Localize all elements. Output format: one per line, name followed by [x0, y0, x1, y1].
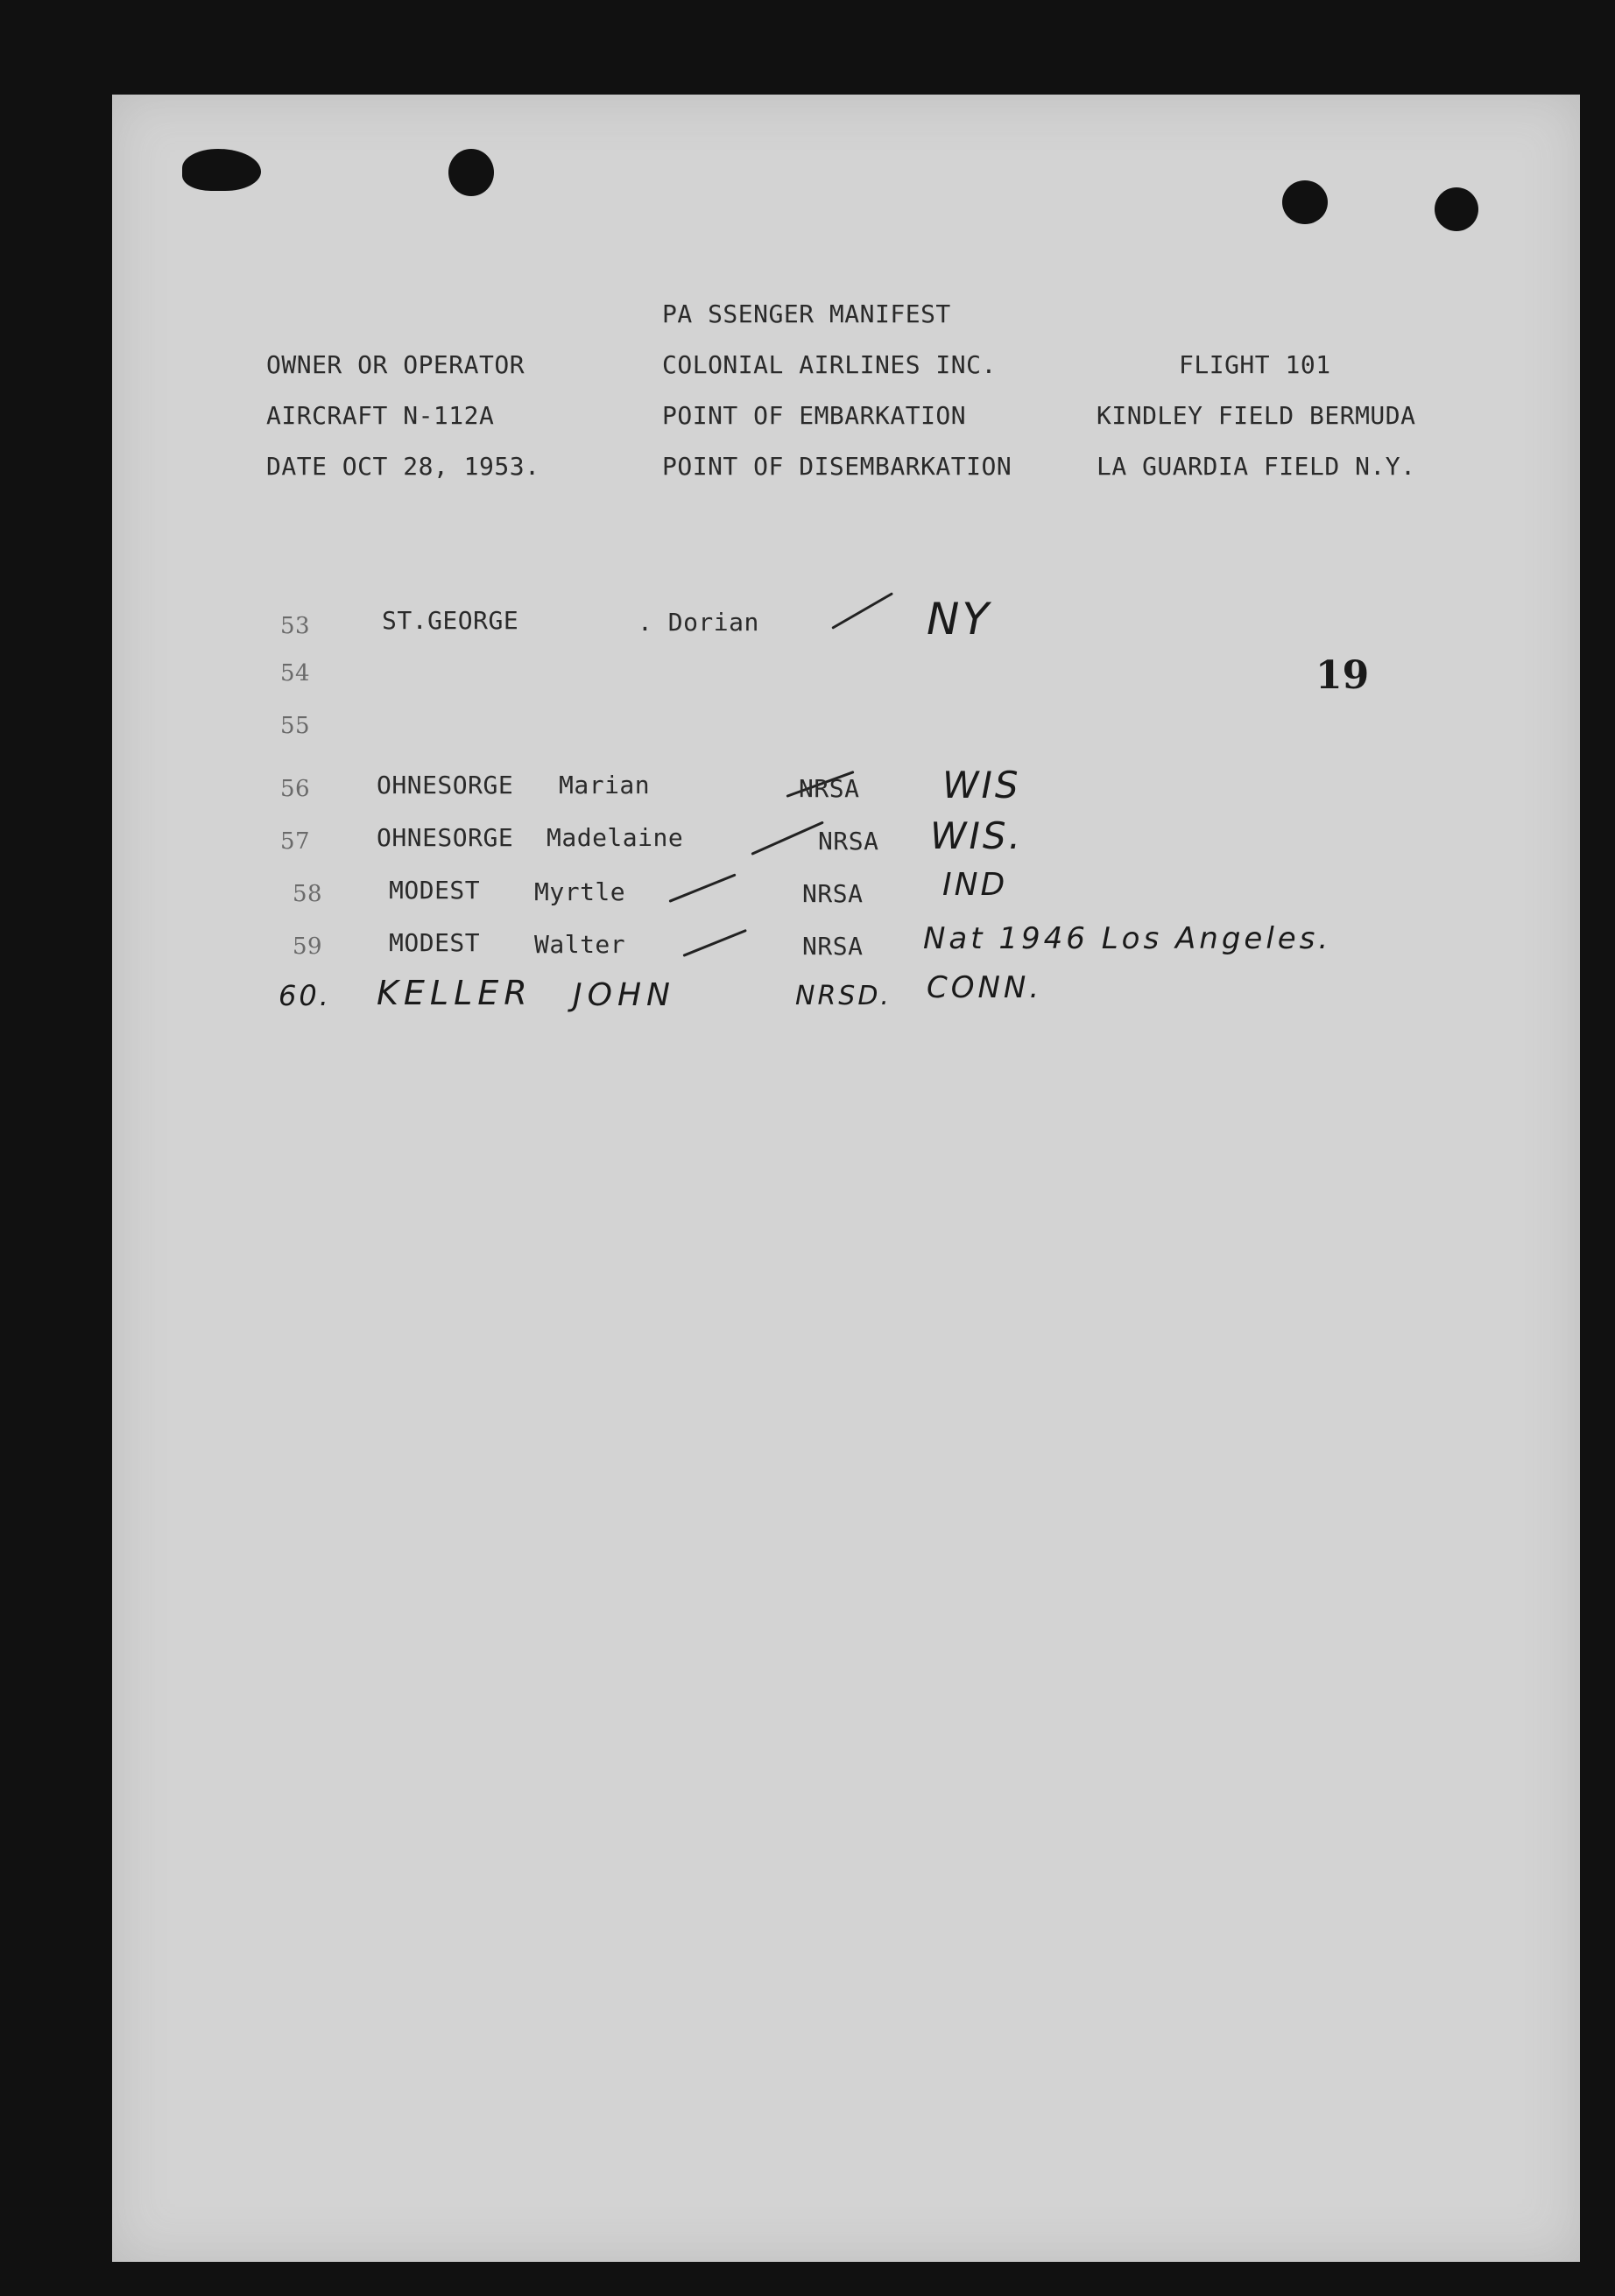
passenger-surname-58: MODEST [389, 876, 481, 905]
row-number-54: 54 [280, 660, 311, 687]
passenger-surname-59: MODEST [389, 928, 481, 957]
row-number-53: 53 [280, 613, 311, 639]
check-mark-57 [751, 821, 823, 856]
passenger-status-57: NRSA [818, 827, 879, 856]
passenger-status-60: NRSD. [795, 981, 892, 1011]
disembarkation-label: POINT OF DISEMBARKATION [662, 452, 1012, 481]
embarkation-place: KINDLEY FIELD BERMUDA [1097, 401, 1416, 430]
handwritten-note-57: WIS. [930, 814, 1023, 857]
passenger-surname-57: OHNESORGE [377, 823, 514, 852]
passenger-status-56: NRSA [799, 774, 860, 803]
disembarkation-place: LA GUARDIA FIELD N.Y. [1097, 452, 1416, 481]
check-mark-58 [668, 873, 736, 902]
flight-date: DATE OCT 28, 1953. [266, 452, 540, 481]
punch-hole-3 [1282, 180, 1328, 224]
passenger-given-59: Walter [534, 930, 626, 959]
handwritten-note-53: NY [927, 594, 991, 644]
handwritten-note-60: CONN. [927, 970, 1043, 1005]
operator-name: COLONIAL AIRLINES INC. [662, 350, 997, 379]
flight-number: FLIGHT 101 [1179, 350, 1331, 379]
aircraft-id: AIRCRAFT N-112A [266, 401, 495, 430]
handwritten-note-59: Nat 1946 Los Angeles. [923, 921, 1332, 956]
manifest-title: PA SSENGER MANIFEST [662, 299, 951, 328]
punch-hole-2 [448, 149, 494, 196]
passenger-given-53: . Dorian [638, 608, 759, 637]
page-number: 19 [1315, 653, 1370, 698]
row-number-56: 56 [280, 776, 311, 802]
passenger-given-56: Marian [559, 771, 651, 799]
punch-hole-1 [182, 149, 261, 191]
passenger-given-58: Myrtle [534, 877, 626, 906]
passenger-surname-53: ST.GEORGE [382, 606, 519, 635]
row-number-57: 57 [280, 828, 311, 855]
passenger-given-57: Madelaine [547, 823, 684, 852]
row-number-59: 59 [293, 933, 323, 960]
handwritten-note-56: WIS [942, 764, 1021, 806]
embarkation-label: POINT OF EMBARKATION [662, 401, 967, 430]
row-number-60: 60. [279, 979, 331, 1012]
handwritten-note-58: IND [942, 867, 1008, 903]
check-mark-53 [831, 592, 893, 630]
owner-label: OWNER OR OPERATOR [266, 350, 525, 379]
passenger-given-60: JOHN [573, 977, 675, 1013]
punch-hole-4 [1435, 187, 1478, 231]
row-number-55: 55 [280, 713, 311, 739]
check-mark-59 [682, 929, 746, 957]
passenger-status-58: NRSA [802, 879, 864, 908]
manifest-sheet [112, 95, 1580, 2262]
passenger-status-59: NRSA [802, 932, 864, 961]
passenger-surname-56: OHNESORGE [377, 771, 514, 799]
row-number-58: 58 [293, 881, 323, 907]
passenger-surname-60: KELLER [377, 974, 532, 1012]
